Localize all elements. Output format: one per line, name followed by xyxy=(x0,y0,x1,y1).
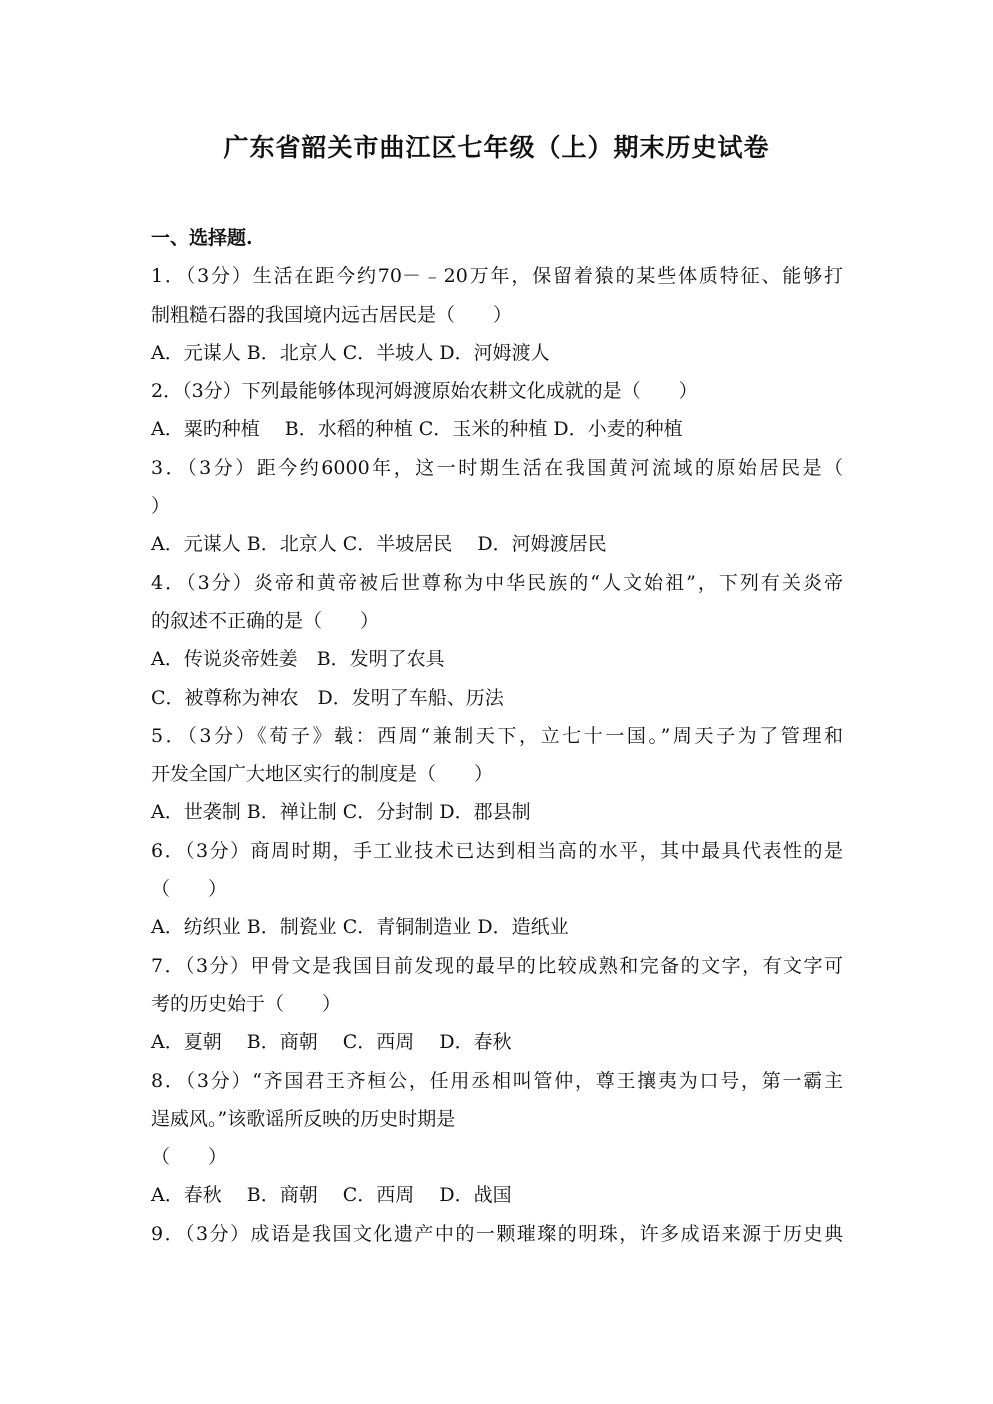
question-5-line-2: 开发全国广大地区实行的制度是（ ） xyxy=(151,763,494,786)
exam-content xyxy=(151,219,843,1253)
question-1-line-2: 制粗糙石器的我国境内远古居民是（ ） xyxy=(151,303,513,326)
question-4-line-1: 4．（3分）炎帝和黄帝被后世尊称为中华民族的“人文始祖”，下列有关炎帝 xyxy=(151,571,843,594)
question-6-line-2: （ ） xyxy=(151,878,228,901)
question-5-options: A．世袭制 B．禅让制 C．分封制 D．郡县制 xyxy=(151,801,531,824)
question-7-line-1: 7．（3分）甲骨文是我国目前发现的最早的比较成熟和完备的文字，有文字可 xyxy=(151,954,843,977)
question-1-options: A．元谋人 B．北京人 C．半坡人 D．河姆渡人 xyxy=(151,341,550,364)
question-8-line-2: 逞威风。”该歌谣所反映的历史时期是 xyxy=(151,1107,456,1130)
question-6-line-1: 6．（3分）商周时期，手工业技术已达到相当高的水平，其中最具代表性的是 xyxy=(151,839,843,862)
question-4-line-2: 的叙述不正确的是（ ） xyxy=(151,609,380,632)
question-4-options-1: A．传说炎帝姓姜 B．发明了农具 xyxy=(151,648,445,671)
page-title: 广东省韶关市曲江区七年级（上）期末历史试卷 xyxy=(223,133,770,162)
question-9-line-1: 9．（3分）成语是我国文化遗产中的一颗璀璨的明珠，许多成语来源于历史典 xyxy=(151,1222,843,1245)
question-5-line-1: 5．（3分）《荀子》载：西周“兼制天下，立七十一国。”周天子为了管理和 xyxy=(151,724,843,747)
question-8-options: A．春秋 B．商朝 C．西周 D．战国 xyxy=(151,1184,512,1207)
question-2-options: A．粟旳种植 B．水稻的种植 C．玉米的种植 D．小麦的种植 xyxy=(151,418,683,441)
question-3-line-2: ） xyxy=(151,495,171,518)
question-6-options: A．纺织业 B．制瓷业 C．青铜制造业 D．造纸业 xyxy=(151,916,569,939)
section-heading: 一、选择题. xyxy=(151,227,253,249)
question-1-line-1: 1．（3分）生活在距今约70－﹣20万年，保留着猿的某些体质特征、能够打 xyxy=(151,265,843,288)
question-2-line-1: 2．（3分）下列最能够体现河姆渡原始农耕文化成就的是（ ） xyxy=(151,380,698,403)
question-8-line-1: 8．（3分）“齐国君王齐桓公，任用丞相叫管仲，尊王攘夷为口号，第一霸主 xyxy=(151,1069,843,1092)
question-4-options-2: C．被尊称为神农 D．发明了车船、历法 xyxy=(151,686,504,709)
question-8-line-3: （ ） xyxy=(151,1146,228,1169)
question-7-options: A．夏朝 B．商朝 C．西周 D．春秋 xyxy=(151,1031,512,1054)
question-3-options: A．元谋人 B．北京人 C．半坡居民 D．河姆渡居民 xyxy=(151,533,607,556)
question-7-line-2: 考的历史始于（ ） xyxy=(151,992,342,1015)
question-3-line-1: 3．（3分）距今约6000年，这一时期生活在我国黄河流域的原始居民是（ xyxy=(151,456,843,479)
